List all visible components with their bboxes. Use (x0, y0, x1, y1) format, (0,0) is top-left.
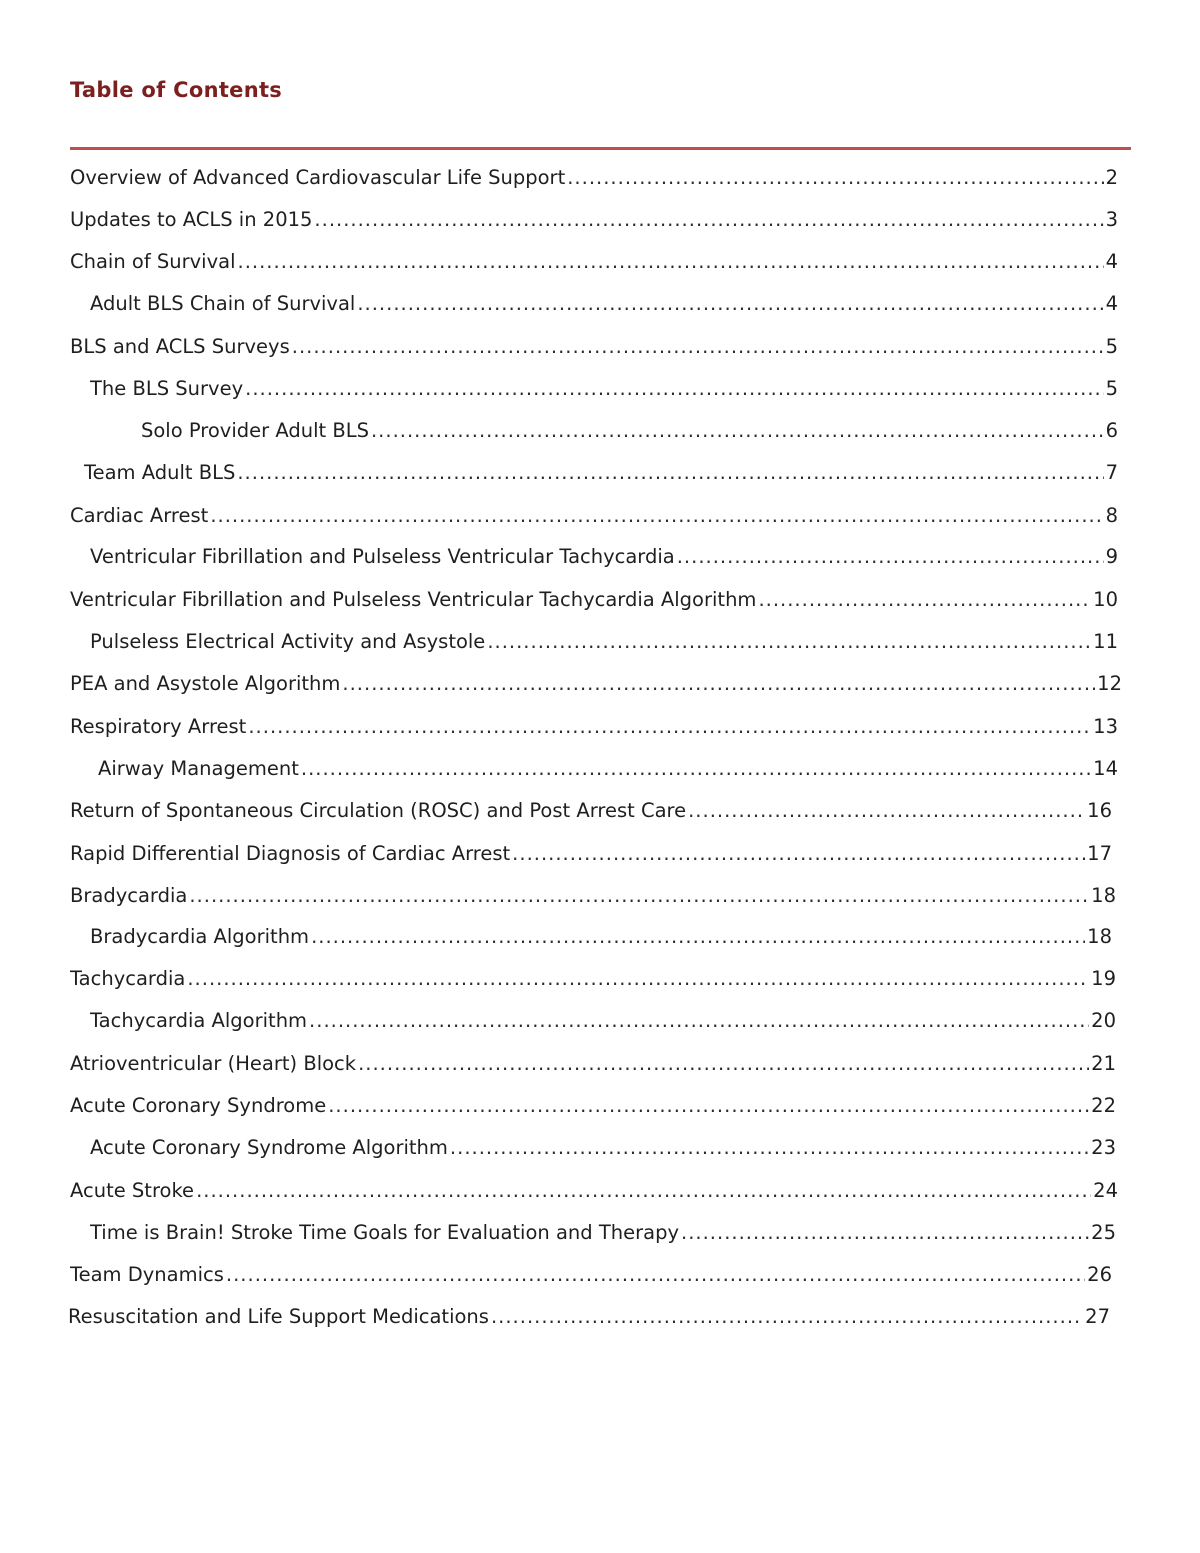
toc-page-number: 8 (1105, 504, 1118, 527)
toc-page-number: 7 (1105, 461, 1118, 484)
toc-entry-title: Tachycardia Algorithm (90, 1009, 308, 1032)
toc-entry-title: Team Adult BLS (84, 461, 236, 484)
toc-entry-title: Rapid Differential Diagnosis of Cardiac Arrest (70, 842, 511, 865)
toc-entry[interactable] (70, 162, 1118, 194)
toc-page-number: 27 (1085, 1305, 1110, 1328)
toc-entry-title: Acute Coronary Syndrome Algorithm (90, 1136, 448, 1159)
toc-entry-title: PEA and Asystole Algorithm (70, 672, 341, 695)
toc-entry[interactable] (70, 1259, 1112, 1291)
toc-entry[interactable] (98, 753, 1118, 785)
toc-page-number: 21 (1091, 1052, 1116, 1075)
toc-entry-title: Return of Spontaneous Circulation (ROSC) and Post Arrest Care (70, 799, 687, 822)
toc-entry[interactable] (90, 288, 1118, 320)
toc-dot-leader (189, 880, 1089, 912)
toc-entry[interactable] (68, 1301, 1110, 1333)
toc-page-number: 23 (1091, 1136, 1116, 1159)
toc-dot-leader (210, 500, 1103, 532)
toc-dot-leader (226, 1259, 1085, 1291)
toc-entry-title: Solo Provider Adult BLS (141, 419, 369, 442)
toc-page-number: 4 (1105, 292, 1118, 315)
toc-dot-leader (314, 204, 1103, 236)
toc-entry-title: Acute Stroke (70, 1179, 195, 1202)
toc-page-number: 17 (1087, 842, 1112, 865)
toc-entry-title: Ventricular Fibrillation and Pulseless Ventricular Tachycardia Algorithm (70, 588, 757, 611)
toc-page-number: 18 (1087, 925, 1112, 948)
toc-dot-leader (309, 1005, 1089, 1037)
toc-entry-title: Updates to ACLS in 2015 (70, 208, 313, 231)
toc-entry[interactable] (70, 1175, 1118, 1207)
toc-dot-leader (328, 1090, 1089, 1122)
toc-entry[interactable] (90, 626, 1118, 658)
toc-entry[interactable] (90, 1005, 1116, 1037)
toc-entry[interactable] (70, 795, 1112, 827)
toc-entry-title: Respiratory Arrest (70, 715, 247, 738)
toc-entry-title: Pulseless Electrical Activity and Asystole (90, 630, 486, 653)
toc-entry-title: Acute Coronary Syndrome (70, 1094, 327, 1117)
toc-page-number: 4 (1105, 250, 1118, 273)
toc-entry[interactable] (70, 1090, 1116, 1122)
toc-page-number: 26 (1087, 1263, 1112, 1286)
toc-entry[interactable] (84, 457, 1118, 489)
toc-page-number: 12 (1097, 672, 1122, 695)
toc-dot-leader (688, 795, 1085, 827)
toc-page-number: 5 (1105, 377, 1118, 400)
toc-entry-title: Overview of Advanced Cardiovascular Life Support (70, 166, 566, 189)
toc-entry-title: Airway Management (98, 757, 299, 780)
toc-dot-leader (292, 331, 1104, 363)
toc-dot-leader (450, 1132, 1089, 1164)
toc-dot-leader (245, 373, 1103, 405)
toc-entry-title: The BLS Survey (90, 377, 244, 400)
toc-entry[interactable] (70, 500, 1118, 532)
toc-dot-leader (512, 838, 1085, 870)
toc-dot-leader (248, 711, 1091, 743)
toc-entry[interactable] (90, 373, 1118, 405)
toc-page-number: 6 (1105, 419, 1118, 442)
toc-entry[interactable] (90, 1217, 1116, 1249)
toc-page-number: 24 (1093, 1179, 1118, 1202)
toc-entry-title: BLS and ACLS Surveys (70, 335, 290, 358)
toc-entry-title: Bradycardia Algorithm (90, 925, 310, 948)
toc-dot-leader (358, 1048, 1089, 1080)
toc-page-number: 25 (1091, 1221, 1116, 1244)
toc-dot-leader (371, 415, 1104, 447)
toc-entry-title: Chain of Survival (70, 250, 236, 273)
toc-dot-leader (681, 1217, 1089, 1249)
toc-entry[interactable] (90, 921, 1112, 953)
toc-dot-leader (491, 1301, 1083, 1333)
toc-dot-leader (677, 541, 1104, 573)
toc-entry-title: Tachycardia (70, 967, 186, 990)
toc-entry[interactable] (70, 331, 1118, 363)
toc-entry[interactable] (90, 1132, 1116, 1164)
toc-dot-leader (487, 626, 1091, 658)
toc-page-number: 5 (1105, 335, 1118, 358)
toc-dot-leader (311, 921, 1085, 953)
toc-page-number: 22 (1091, 1094, 1116, 1117)
toc-entry[interactable] (70, 584, 1118, 616)
toc-page-number: 19 (1091, 967, 1116, 990)
toc-entry-title: Resuscitation and Life Support Medications (68, 1305, 489, 1328)
toc-page-number: 11 (1093, 630, 1118, 653)
toc-entry[interactable] (70, 963, 1116, 995)
toc-page-number: 20 (1091, 1009, 1116, 1032)
toc-entry[interactable] (70, 204, 1118, 236)
toc-page-number: 14 (1093, 757, 1118, 780)
toc-dot-leader (301, 753, 1091, 785)
toc-dot-leader (758, 584, 1091, 616)
toc-entry-title: Cardiac Arrest (70, 504, 209, 527)
toc-dot-leader (357, 288, 1103, 320)
toc-dot-leader (237, 457, 1103, 489)
toc-page-number: 18 (1091, 884, 1116, 907)
toc-entry-title: Adult BLS Chain of Survival (90, 292, 356, 315)
toc-page-number: 16 (1087, 799, 1112, 822)
toc-entry[interactable] (70, 711, 1118, 743)
toc-page-number: 2 (1105, 166, 1118, 189)
toc-entry[interactable] (90, 541, 1118, 573)
toc-entry-title: Time is Brain! Stroke Time Goals for Evaluation and Therapy (90, 1221, 679, 1244)
toc-entry[interactable] (70, 838, 1112, 870)
toc-entry-title: Team Dynamics (70, 1263, 224, 1286)
toc-dot-leader (238, 246, 1104, 278)
toc-dot-leader (342, 668, 1095, 700)
toc-page-number: 3 (1105, 208, 1118, 231)
toc-entry[interactable] (70, 668, 1122, 700)
toc-dot-leader (567, 162, 1103, 194)
toc-entry[interactable] (70, 880, 1116, 912)
toc-entry[interactable] (70, 1048, 1116, 1080)
toc-dot-leader (187, 963, 1089, 995)
toc-page-number: 13 (1093, 715, 1118, 738)
toc-page-number: 10 (1093, 588, 1118, 611)
toc-page-number: 9 (1105, 545, 1118, 568)
page-title: Table of Contents (70, 78, 283, 102)
toc-entry[interactable] (70, 246, 1118, 278)
title-divider (70, 147, 1131, 150)
toc-entry[interactable] (141, 415, 1118, 447)
toc-entry-title: Bradycardia (70, 884, 188, 907)
toc-dot-leader (196, 1175, 1091, 1207)
toc-entry-title: Atrioventricular (Heart) Block (70, 1052, 357, 1075)
toc-entry-title: Ventricular Fibrillation and Pulseless Ventricular Tachycardia (90, 545, 675, 568)
